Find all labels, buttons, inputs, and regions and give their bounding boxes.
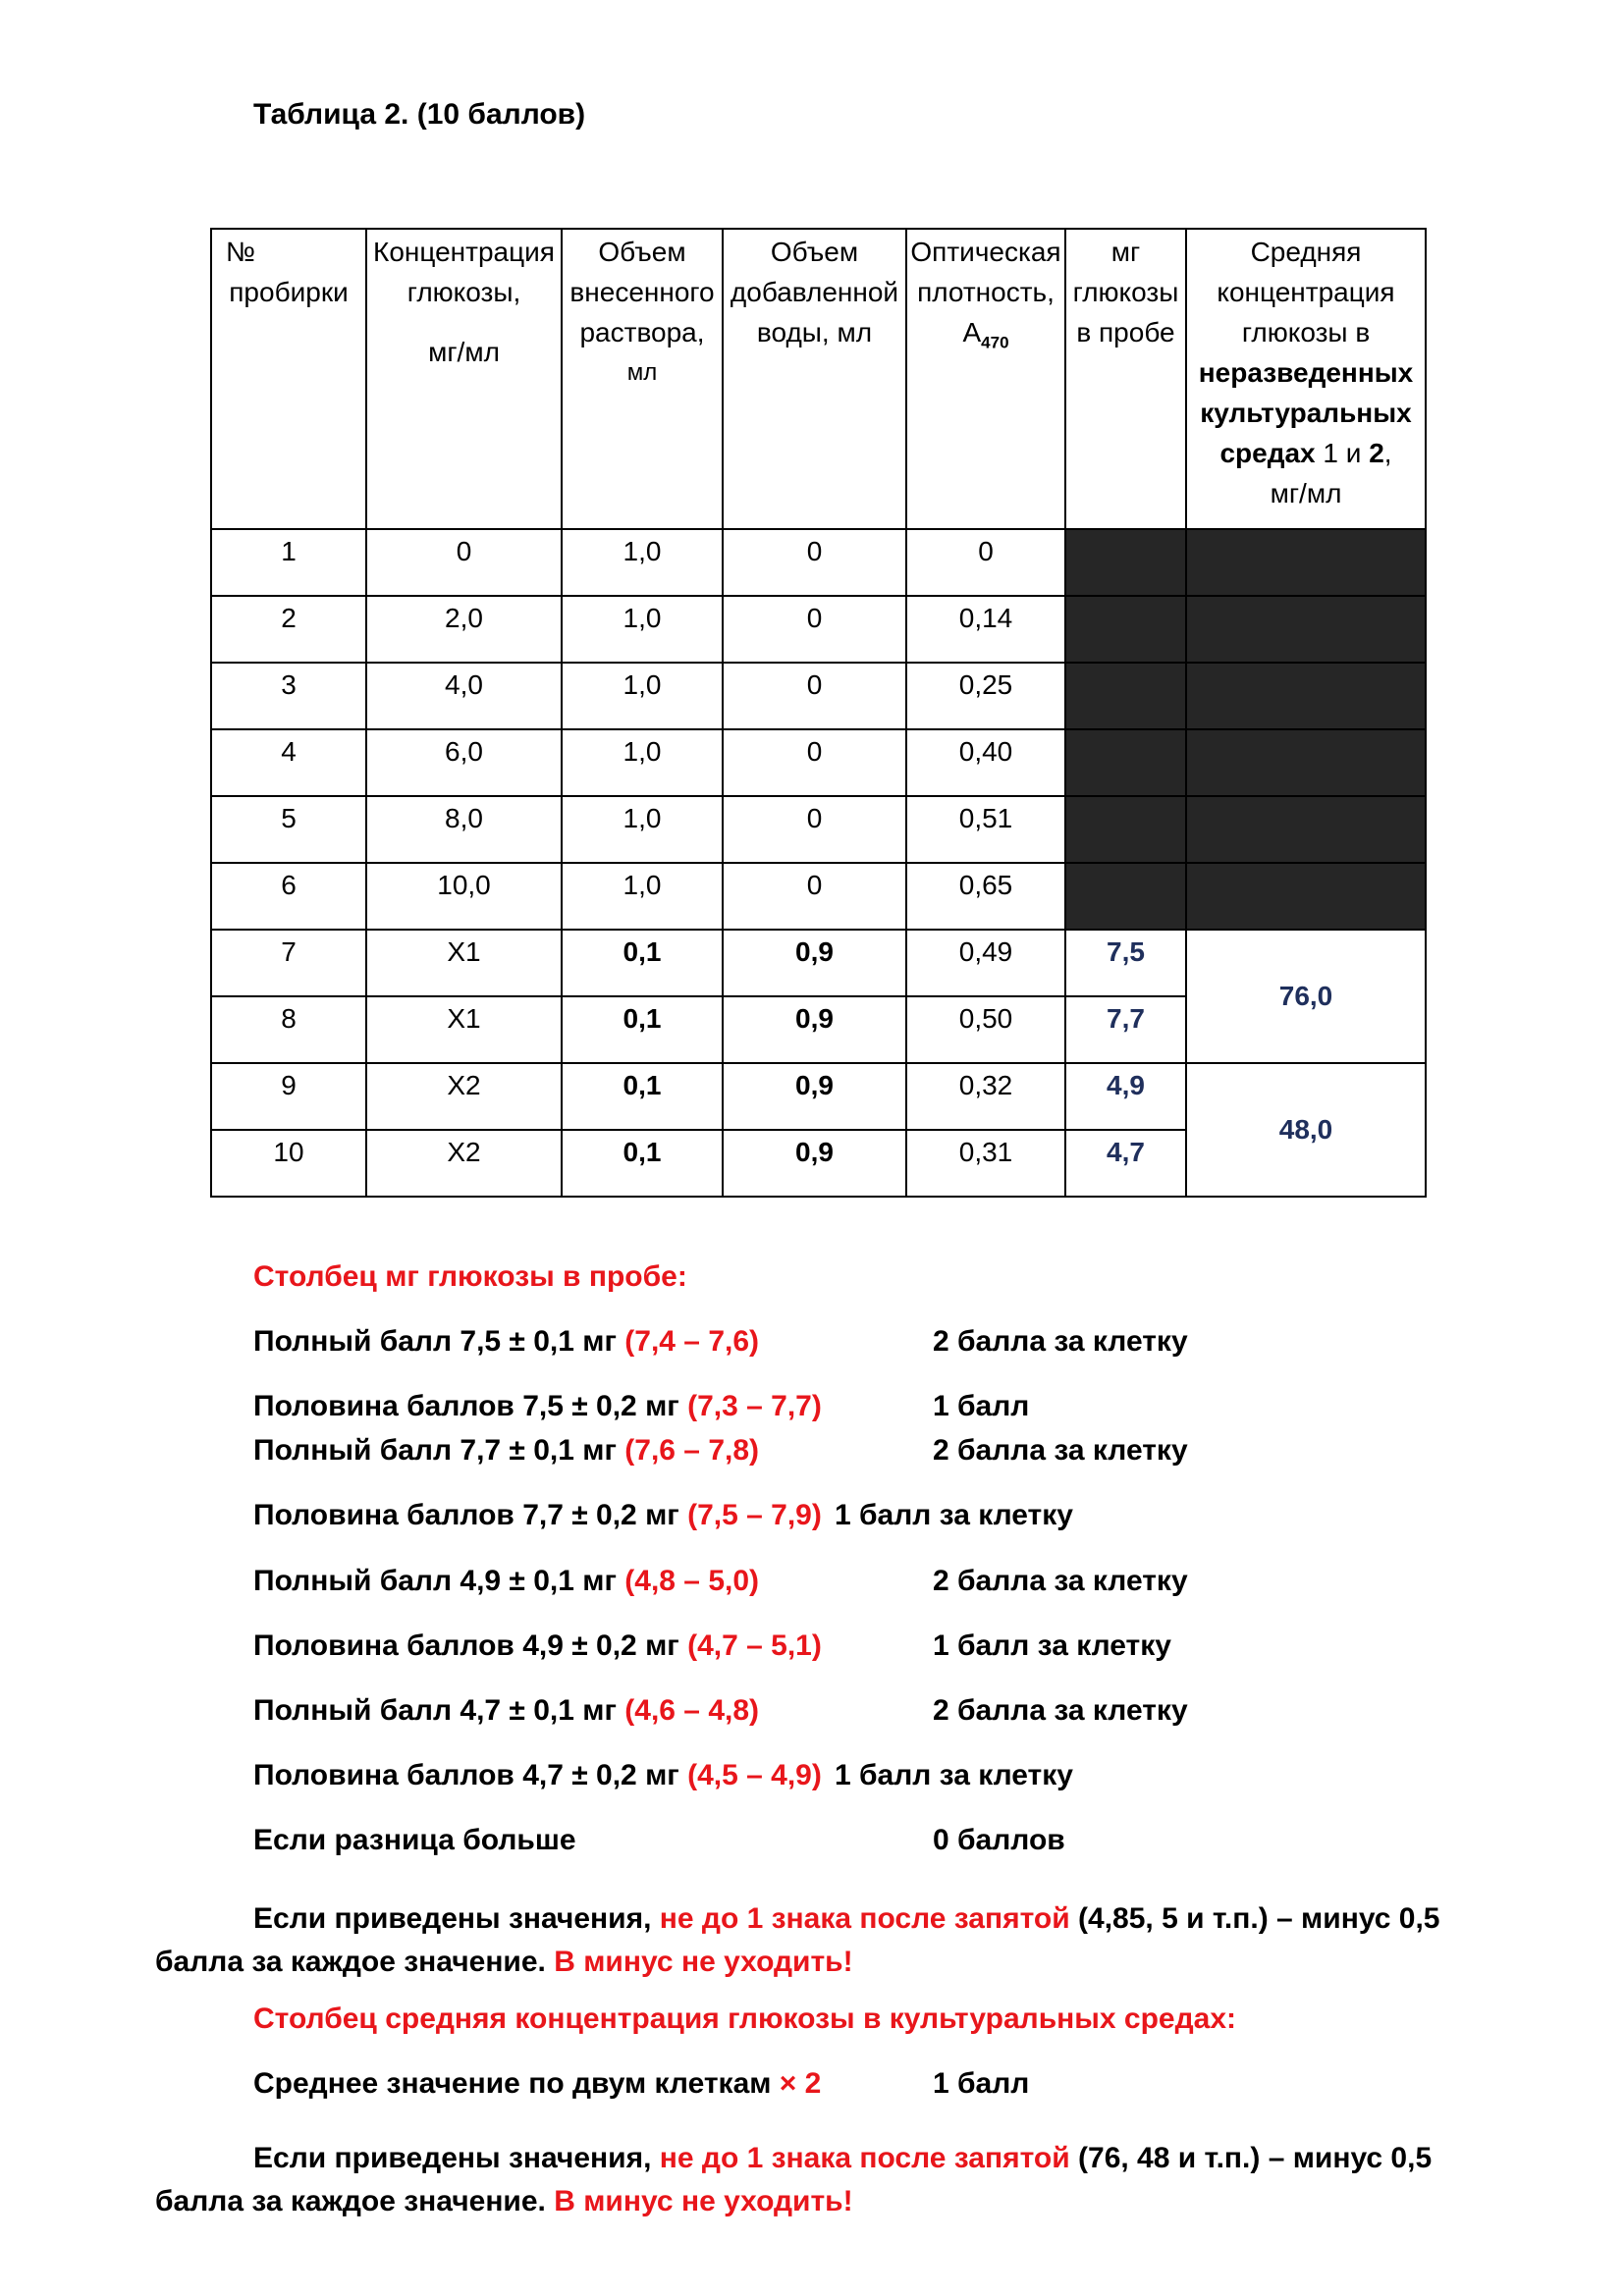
cell-optical-density: 0,14 [906,596,1065,663]
cell-mean-concentration [1186,729,1426,796]
cell-water: 0,9 [723,1130,906,1197]
cell-mg-glucose [1065,596,1186,663]
table-row [211,796,1426,863]
cell-tube-number: 6 [211,863,366,930]
scoring-criterion: Полный балл 4,9 ± 0,1 мг (4,8 – 5,0) [253,1565,760,1597]
cell-volume: 0,1 [562,1130,723,1197]
cell-mg-glucose [1065,529,1186,596]
table-row [211,930,1426,996]
cell-mean-concentration [1186,863,1426,930]
cell-concentration: 0 [366,529,562,596]
cell-mean-concentration: 76,0 [1186,930,1426,1063]
scoring-criterion: Полный балл 4,7 ± 0,1 мг (4,6 – 4,8) [253,1694,760,1727]
cell-tube-number: 4 [211,729,366,796]
cell-optical-density: 0,50 [906,996,1065,1063]
cell-optical-density: 0,51 [906,796,1065,863]
scoring-points: 1 балл за клетку [933,1629,1171,1662]
scoring-criterion: Полный балл 7,7 ± 0,1 мг (7,6 – 7,8) [253,1434,760,1467]
scoring-points: 1 балл [933,1390,1030,1422]
cell-concentration: 4,0 [366,663,562,729]
cell-optical-density: 0 [906,529,1065,596]
table-row [211,1063,1426,1130]
cell-optical-density: 0,31 [906,1130,1065,1197]
section2-note-line1: Если приведены значения, не до 1 знака после запятой (76, 48 и т.п.) – минус 0,5 [253,2142,1433,2174]
cell-tube-number: 1 [211,529,366,596]
cell-mg-glucose: 4,9 [1065,1063,1186,1130]
cell-concentration: 6,0 [366,729,562,796]
cell-concentration: X1 [366,930,562,996]
table-row [211,596,1426,663]
header-concentration: Концентрация глюкозы, мг/мл [366,229,562,529]
cell-tube-number: 5 [211,796,366,863]
cell-tube-number: 7 [211,930,366,996]
cell-water: 0 [723,796,906,863]
cell-mean-concentration [1186,663,1426,729]
header-tube-number: № пробирки [211,229,366,529]
cell-tube-number: 3 [211,663,366,729]
table-header-row [211,229,1426,529]
scoring-points: 2 балла за клетку [933,1694,1188,1727]
cell-volume: 1,0 [562,796,723,863]
cell-water: 0,9 [723,930,906,996]
cell-water: 0 [723,729,906,796]
scoring-points: 1 балл за клетку [835,1759,1073,1791]
header-water-volume: Объем добавленной воды, мл [723,229,906,529]
cell-water: 0,9 [723,1063,906,1130]
scoring-criterion: Половина баллов 4,7 ± 0,2 мг (4,5 – 4,9) [253,1759,822,1791]
cell-optical-density: 0,65 [906,863,1065,930]
cell-mean-concentration: 48,0 [1186,1063,1426,1197]
scoring-criterion: Половина баллов 4,9 ± 0,2 мг (4,7 – 5,1) [253,1629,822,1662]
cell-mg-glucose [1065,796,1186,863]
cell-optical-density: 0,40 [906,729,1065,796]
cell-concentration: X1 [366,996,562,1063]
cell-volume: 0,1 [562,996,723,1063]
cell-optical-density: 0,49 [906,930,1065,996]
cell-tube-number: 8 [211,996,366,1063]
scoring-criterion: Полный балл 7,5 ± 0,1 мг (7,4 – 7,6) [253,1325,760,1358]
cell-tube-number: 9 [211,1063,366,1130]
cell-mg-glucose [1065,663,1186,729]
cell-mg-glucose [1065,729,1186,796]
table-row [211,729,1426,796]
cell-concentration: 8,0 [366,796,562,863]
cell-volume: 1,0 [562,729,723,796]
cell-optical-density: 0,32 [906,1063,1065,1130]
table-row [211,663,1426,729]
scoring-points: 1 балл за клетку [835,1499,1073,1531]
section2-item: Среднее значение по двум клеткам × 2 [253,2067,822,2100]
cell-concentration: 10,0 [366,863,562,930]
cell-mean-concentration [1186,596,1426,663]
cell-mean-concentration [1186,529,1426,596]
header-mg-glucose: мг глюкозы в пробе [1065,229,1186,529]
cell-concentration: X2 [366,1130,562,1197]
scoring-points: 2 балла за клетку [933,1325,1188,1358]
section1-note-line1: Если приведены значения, не до 1 знака после запятой (4,85, 5 и т.п.) – минус 0,5 [253,1902,1440,1935]
section1-heading: Столбец мг глюкозы в пробе: [253,1260,687,1293]
section2-heading: Столбец средняя концентрация глюкозы в культуральных средах: [253,2002,1237,2035]
cell-volume: 1,0 [562,529,723,596]
scoring-points: 2 балла за клетку [933,1565,1188,1597]
cell-water: 0 [723,529,906,596]
cell-concentration: X2 [366,1063,562,1130]
scoring-criterion: Половина баллов 7,7 ± 0,2 мг (7,5 – 7,9) [253,1499,822,1531]
cell-water: 0 [723,863,906,930]
cell-volume: 1,0 [562,863,723,930]
cell-water: 0 [723,663,906,729]
cell-mg-glucose [1065,863,1186,930]
cell-tube-number: 2 [211,596,366,663]
cell-mg-glucose: 7,7 [1065,996,1186,1063]
header-volume-added: Объем внесенного раствора, мл [562,229,723,529]
scoring-criterion: Половина баллов 7,5 ± 0,2 мг (7,3 – 7,7) [253,1390,822,1422]
cell-mean-concentration [1186,796,1426,863]
section2-note-line2: балла за каждое значение. В минус не уходить! [155,2185,853,2217]
table-row [211,863,1426,930]
cell-water: 0 [723,596,906,663]
section2-item-score: 1 балл [933,2067,1030,2100]
table-title: Таблица 2. (10 баллов) [253,98,586,131]
cell-mg-glucose: 7,5 [1065,930,1186,996]
header-mean-concentration: Средняя концентрация глюкозы в неразведенных культуральных средах 1 и 2, мг/мл [1186,229,1426,529]
scoring-points: 2 балла за клетку [933,1434,1188,1467]
cell-volume: 1,0 [562,596,723,663]
cell-water: 0,9 [723,996,906,1063]
header-optical-density: Оптическая плотность, $А_{470}$ [906,229,1065,529]
glucose-table [210,228,1427,1198]
cell-concentration: 2,0 [366,596,562,663]
cell-volume: 0,1 [562,930,723,996]
cell-volume: 0,1 [562,1063,723,1130]
cell-mg-glucose: 4,7 [1065,1130,1186,1197]
cell-optical-density: 0,25 [906,663,1065,729]
scoring-criterion: Если разница больше [253,1824,576,1856]
table-row [211,529,1426,596]
scoring-points: 0 баллов [933,1824,1065,1856]
cell-tube-number: 10 [211,1130,366,1197]
section1-note-line2: балла за каждое значение. В минус не уходить! [155,1946,853,1978]
cell-volume: 1,0 [562,663,723,729]
